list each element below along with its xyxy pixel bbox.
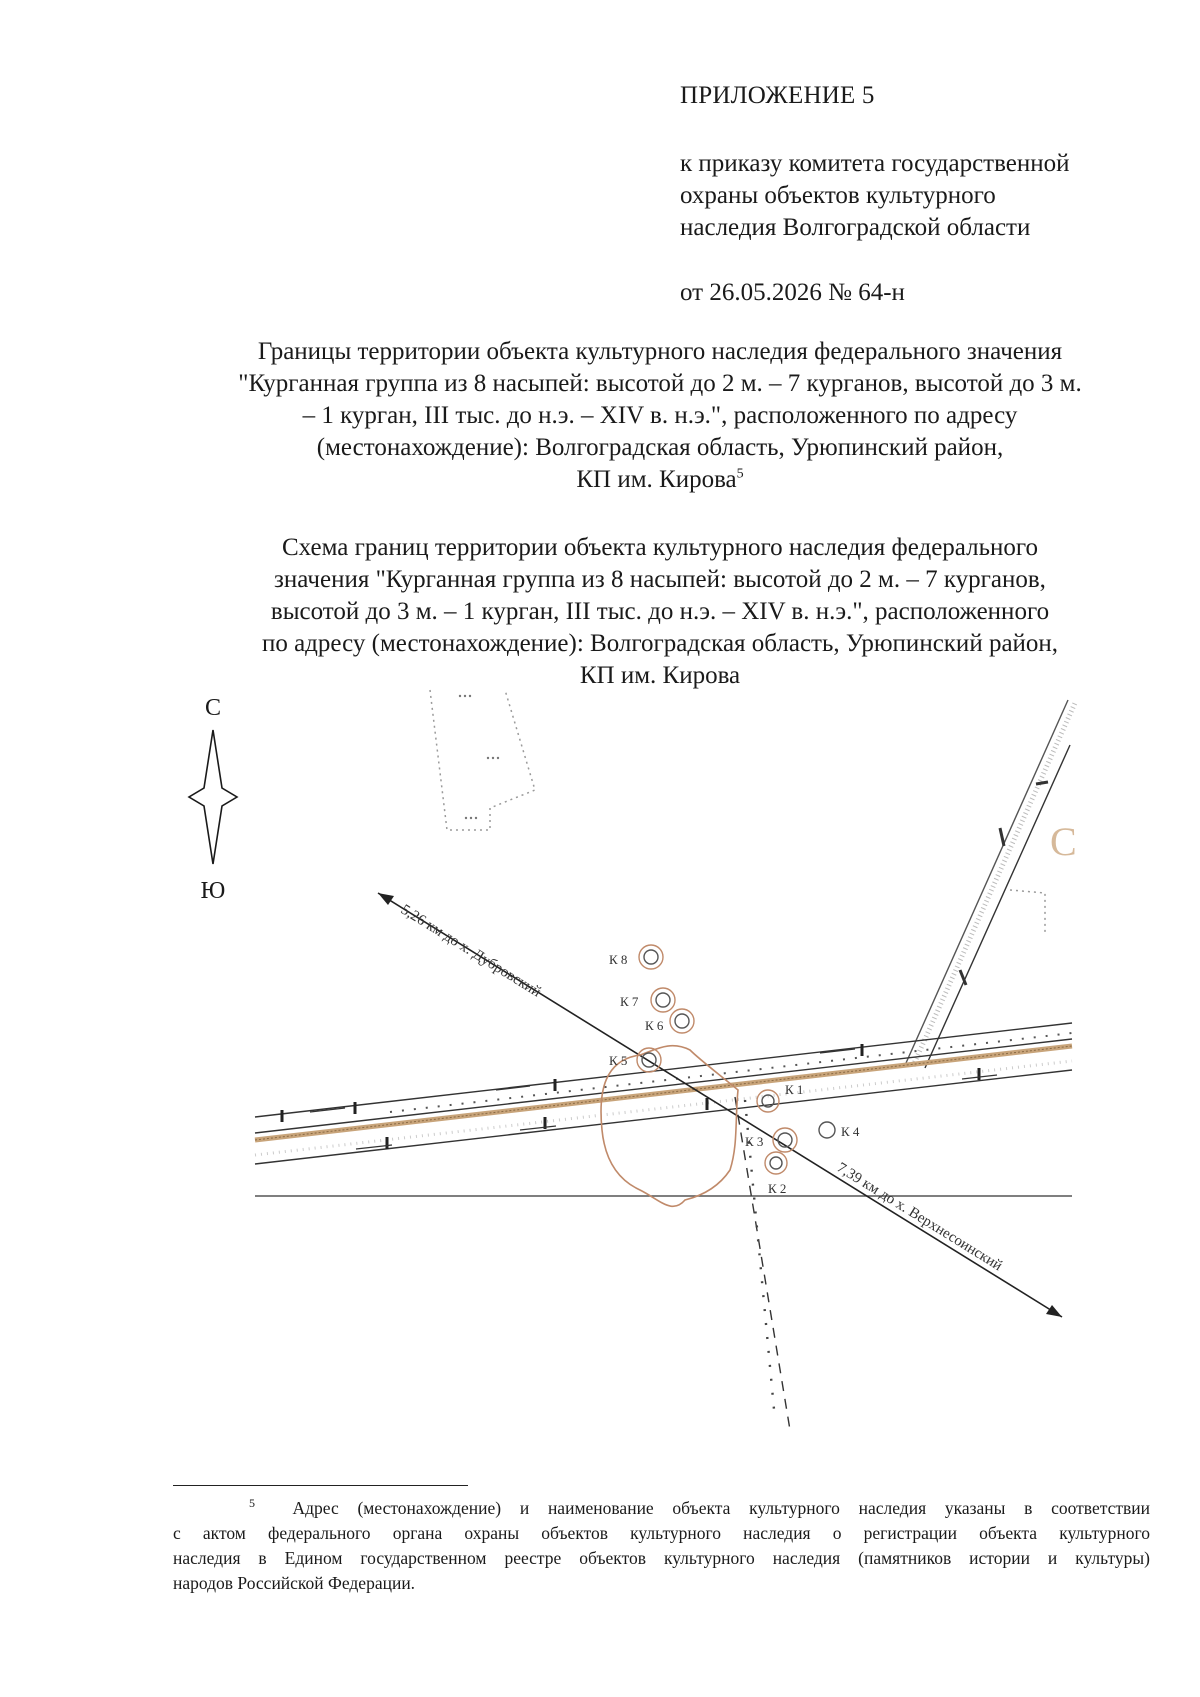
scheme-title-line-2: значения "Курганная группа из 8 насыпей: высотой до 2 м. – 7 курганов, xyxy=(274,566,1046,593)
compass-north-label: С xyxy=(204,695,222,721)
appendix-line-2: охраны объектов культурного xyxy=(680,182,996,209)
footnote-line-4: народов Российской Федерации. xyxy=(173,1573,416,1593)
boundary-title-line-2: "Курганная группа из 8 насыпей: высотой до 2 м. – 7 курганов, высотой до 3 м. xyxy=(238,370,1082,397)
footnote-text-1: Адрес (местонахождение) и наименование объекта культурного наследия указаны в соответствии xyxy=(292,1498,1151,1518)
direction-nw-label: 5,26 км до х. Дубровский xyxy=(397,901,544,1001)
road-corridor xyxy=(255,1023,1072,1164)
appendix-line-1: к приказу комитета государственной xyxy=(680,150,1070,177)
boundary-title-line-3: – 1 курган, III тыс. до н.э. – XIV в. н.э.", расположенного по адресу xyxy=(302,402,1018,429)
footnote xyxy=(173,1496,1150,1596)
boundary-title-line-4: (местонахождение): Волгоградская область, Урюпинский район, xyxy=(316,434,1004,461)
appendix-line-3: наследия Волгоградской области xyxy=(680,214,1031,241)
scheme-title-line-3: высотой до 3 м. – 1 курган, III тыс. до н.э. – XIV в. н.э.", расположенного xyxy=(270,598,1050,625)
mound-label-k3: К 3 xyxy=(745,1134,764,1149)
footnote-line-3: наследия в Едином государственном реестре объектов культурного наследия (памятников истории и культуры) xyxy=(173,1548,1150,1568)
footnote-divider xyxy=(173,1485,468,1486)
scheme-title-line-5: КП им. Кирова xyxy=(579,662,741,689)
mound-label-k6: К 6 xyxy=(645,1018,664,1033)
appendix-order: от 26.05.2026 № 64-н xyxy=(680,279,905,306)
appendix-title: ПРИЛОЖЕНИЕ 5 xyxy=(680,82,875,109)
scheme-title-line-1: Схема границ территории объекта культурного наследия федерального xyxy=(281,534,1039,561)
direction-se-label: 7,39 км до х. Верхнесоинский xyxy=(833,1159,1005,1275)
mound-label-k7: К 7 xyxy=(620,994,639,1009)
footnote-line-1 xyxy=(173,1496,1150,1521)
mound-label-k4: К 4 xyxy=(841,1124,860,1139)
mound-label-k8: К 8 xyxy=(609,952,628,967)
scheme-title-line-4: по адресу (местонахождение): Волгоградская область, Урюпинский район, xyxy=(261,630,1059,657)
boundary-title-place: КП им. Кирова xyxy=(576,466,737,493)
mound-label-k5: К 5 xyxy=(609,1053,628,1068)
footnote-line-2: с актом федерального органа охраны объектов культурного наследия о регистрации объекта культурного xyxy=(173,1523,1150,1543)
settlement-outline xyxy=(430,690,1045,932)
compass-rose xyxy=(189,695,237,904)
outline-dots xyxy=(459,695,499,819)
mound-label-k1: К 1 xyxy=(785,1082,804,1097)
footnote-reference[interactable]: 5 xyxy=(736,466,744,482)
railway-line xyxy=(906,700,1075,1068)
mound-label-k2: К 2 xyxy=(768,1181,787,1196)
boundary-title-line-1: Границы территории объекта культурного наследия федерального значения xyxy=(257,338,1063,365)
footnote-mark: 5 xyxy=(249,1496,255,1511)
corner-mark: С xyxy=(1050,819,1077,864)
compass-south-label: Ю xyxy=(200,878,226,904)
compass-arrow-icon xyxy=(189,730,237,864)
